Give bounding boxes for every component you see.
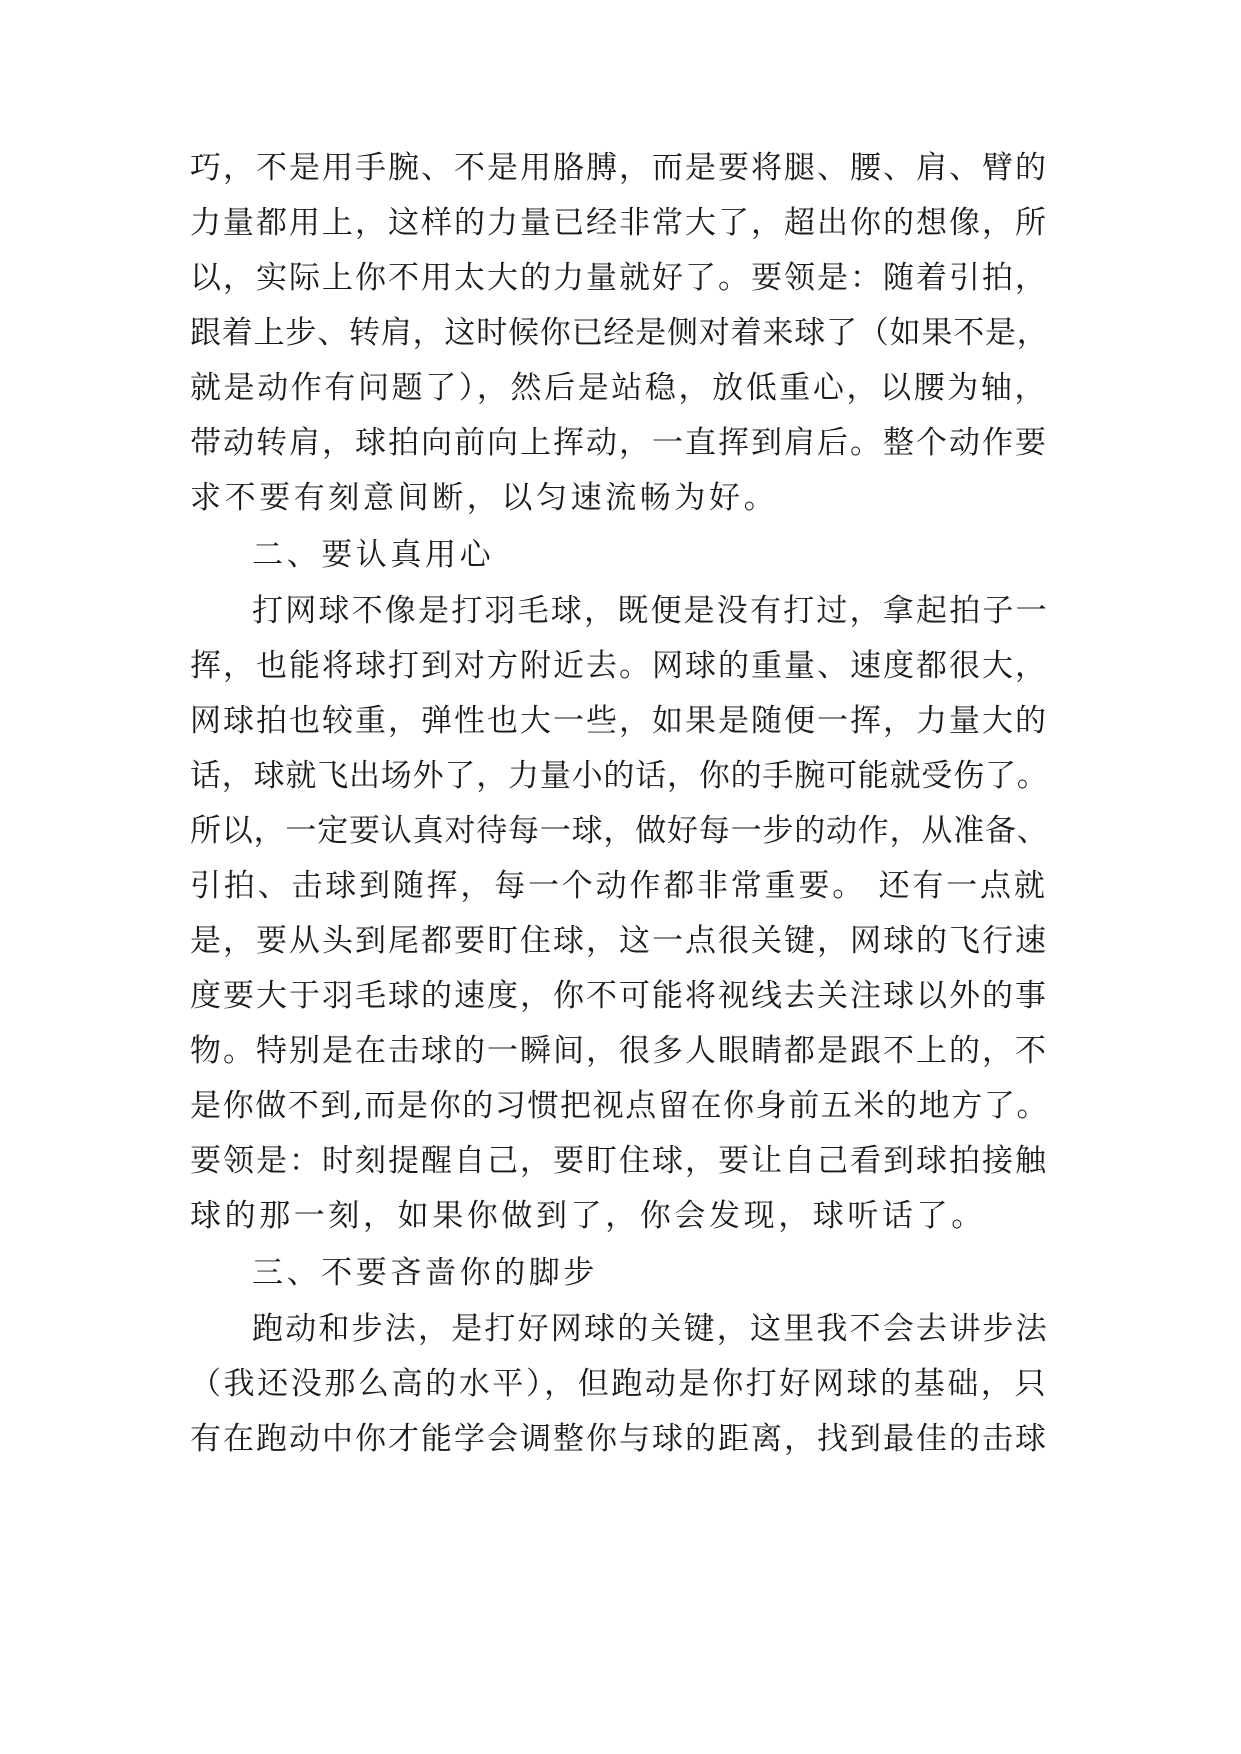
section-heading-2: 二、要认真用心 [252,537,495,573]
body-text-line: 巧，不是用手腕、不是用胳膊，而是要将腿、腰、肩、臂的 [190,150,1048,186]
body-text-line: 以，实际上你不用太大的力量就好了。要领是：随着引拍， [190,260,1048,296]
body-text-line: 所以，一定要认真对待每一球，做好每一步的动作，从准备、 [190,813,1049,849]
body-text-line: 跟着上步、转肩，这时候你已经是侧对着来球了（如果不是， [190,315,1049,351]
body-text-line: 引拍、击球到随挥，每一个动作都非常重要。 还有一点就 [190,868,1048,904]
paragraph-first-line: 打网球不像是打羽毛球，既便是没有打过，拿起拍子一 [252,593,1049,629]
body-text-line: 带动转肩，球拍向前向上挥动，一直挥到肩后。整个动作要 [190,425,1048,461]
body-text-line: 力量都用上，这样的力量已经非常大了，超出你的想像，所 [190,205,1048,241]
body-text-line: 有在跑动中你才能学会调整你与球的距离，找到最佳的击球 [190,1421,1048,1457]
body-text-line: 球的那一刻，如果你做到了，你会发现，球听话了。 [190,1198,986,1234]
body-text-line: 网球拍也较重，弹性也大一些，如果是随便一挥，力量大的 [190,703,1048,739]
body-text-line: （我还没那么高的水平），但跑动是你打好网球的基础，只 [190,1366,1049,1402]
paragraph-first-line: 跑动和步法，是打好网球的关键，这里我不会去讲步法 [252,1311,1049,1347]
body-text-line: 求不要有刻意间断，以匀速流畅为好。 [190,480,779,516]
section-heading-3: 三、不要吝啬你的脚步 [252,1255,598,1291]
body-text-line: 是你做不到,而是你的习惯把视点留在你身前五米的地方了。 [190,1088,1050,1124]
body-text-line: 挥，也能将球打到对方附近去。网球的重量、速度都很大， [190,648,1048,684]
body-text-line: 话，球就飞出场外了，力量小的话，你的手腕可能就受伤了。 [190,758,1049,794]
body-text-line: 就是动作有问题了），然后是站稳，放低重心，以腰为轴， [190,370,1049,406]
body-text-line: 度要大于羽毛球的速度，你不可能将视线去关注球以外的事 [190,978,1048,1014]
body-text-line: 要领是：时刻提醒自己，要盯住球，要让自己看到球拍接触 [190,1143,1048,1179]
body-text-line: 是，要从头到尾都要盯住球，这一点很关键，网球的飞行速 [190,923,1048,959]
body-text-line: 物。特别是在击球的一瞬间，很多人眼睛都是跟不上的，不 [190,1033,1048,1069]
